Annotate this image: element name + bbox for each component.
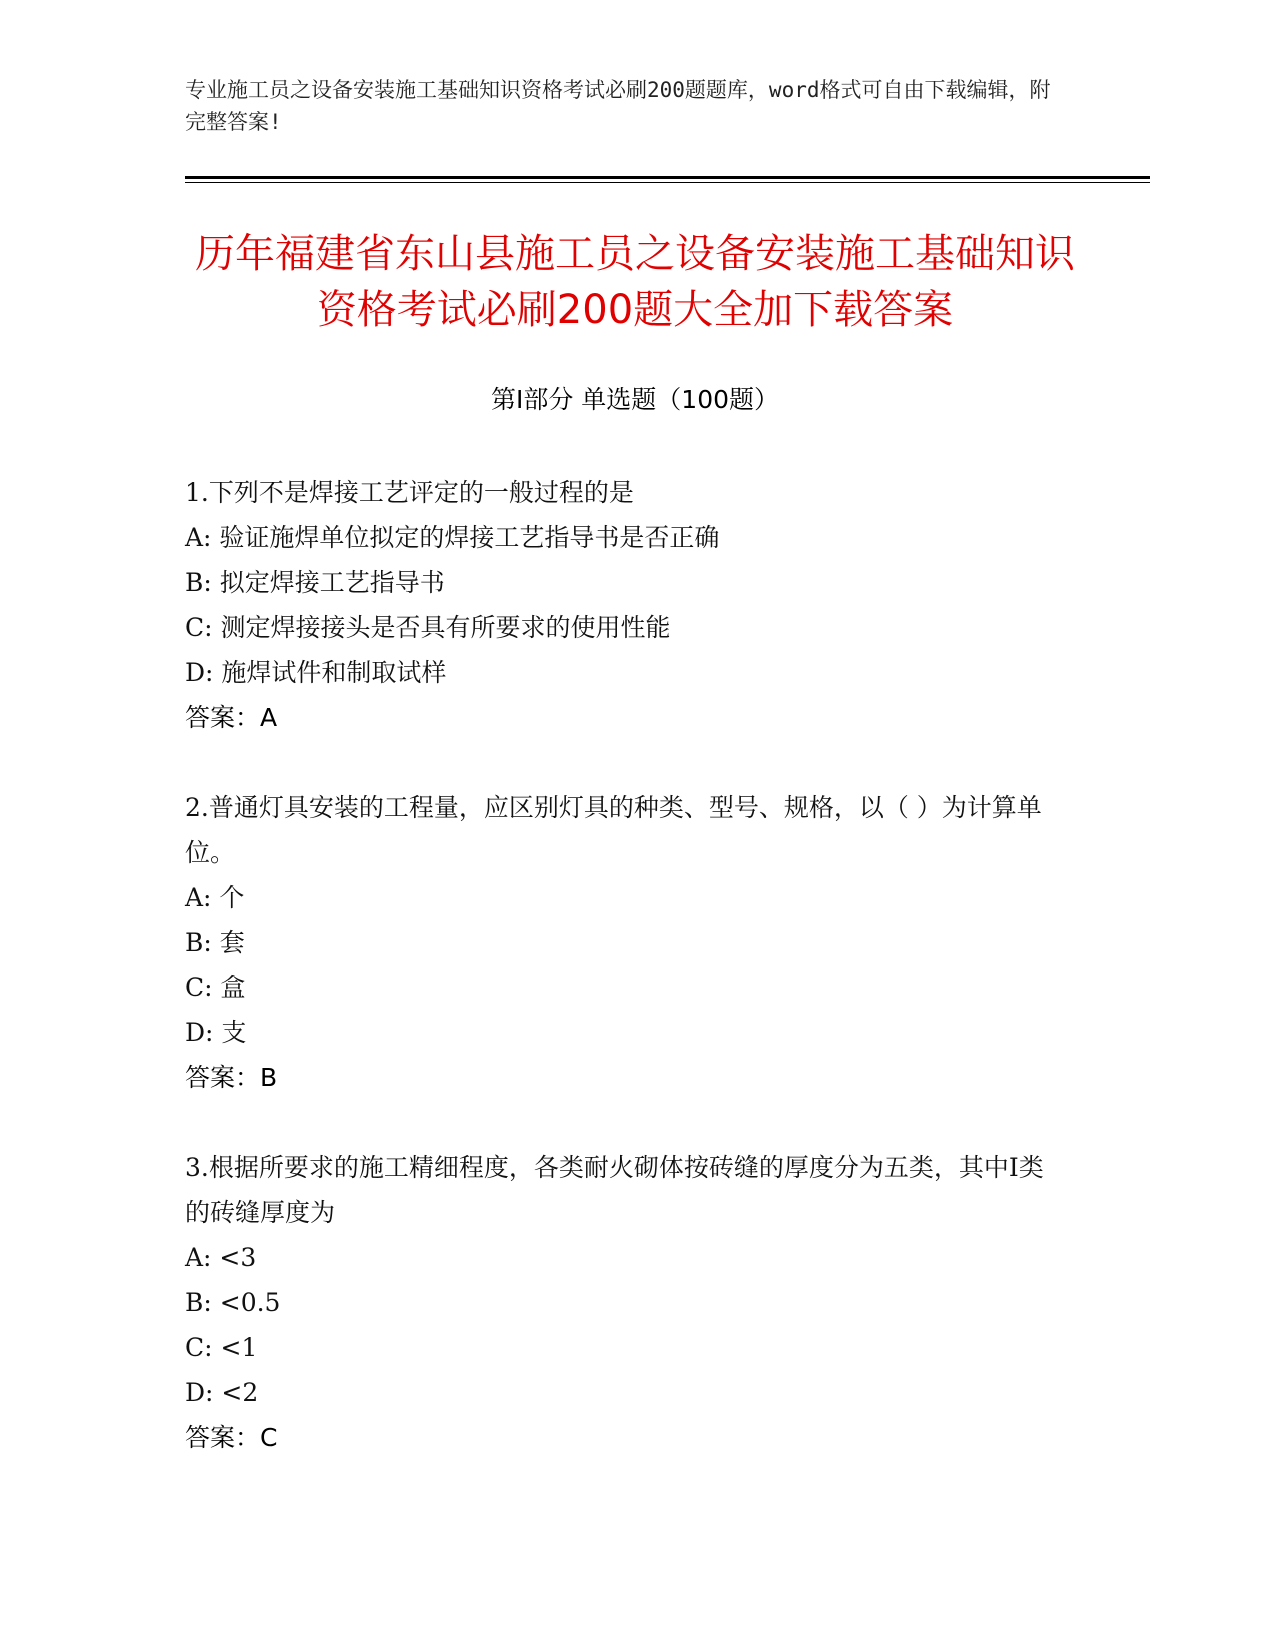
question-stem: 3.根据所要求的施工精细程度，各类耐火砌体按砖缝的厚度分为五类，其中I类的砖缝厚度为 (185, 1153, 1044, 1227)
question-3 (185, 1145, 1065, 1460)
option-a: A: 验证施焊单位拟定的焊接工艺指导书是否正确 (185, 523, 720, 552)
option-b: B: 拟定焊接工艺指导书 (185, 568, 445, 597)
option-c: C: 盒 (185, 973, 246, 1002)
option-c: C: 测定焊接接头是否具有所要求的使用性能 (185, 613, 671, 642)
section-title: 第I部分 单选题（100题） (490, 385, 780, 414)
document-title: 历年福建省东山县施工员之设备安装施工基础知识资格考试必刷200题大全加下载答案 (195, 231, 1075, 333)
answer: 答案：A (185, 703, 278, 732)
option-b: B: 套 (185, 928, 245, 957)
question-stem: 1.下列不是焊接工艺评定的一般过程的是 (185, 478, 634, 507)
question-2 (185, 785, 1065, 1100)
option-c: C: <1 (185, 1333, 258, 1362)
header-note: 专业施工员之设备安装施工基础知识资格考试必刷200题题库，word格式可自由下载编辑，附完整答案! (185, 78, 1051, 134)
question-1 (185, 470, 1065, 740)
option-b: B: <0.5 (185, 1288, 281, 1317)
header-rule-thick (185, 176, 1150, 179)
header-rule-thin (185, 182, 1150, 183)
option-a: A: 个 (185, 883, 245, 912)
option-d: D: <2 (185, 1378, 259, 1407)
option-d: D: 施焊试件和制取试样 (185, 658, 447, 687)
option-a: A: <3 (185, 1243, 257, 1272)
answer: 答案：C (185, 1423, 278, 1452)
option-d: D: 支 (185, 1018, 247, 1047)
question-stem: 2.普通灯具安装的工程量，应区别灯具的种类、型号、规格，以（ ）为计算单位。 (185, 793, 1042, 867)
answer: 答案：B (185, 1063, 278, 1092)
